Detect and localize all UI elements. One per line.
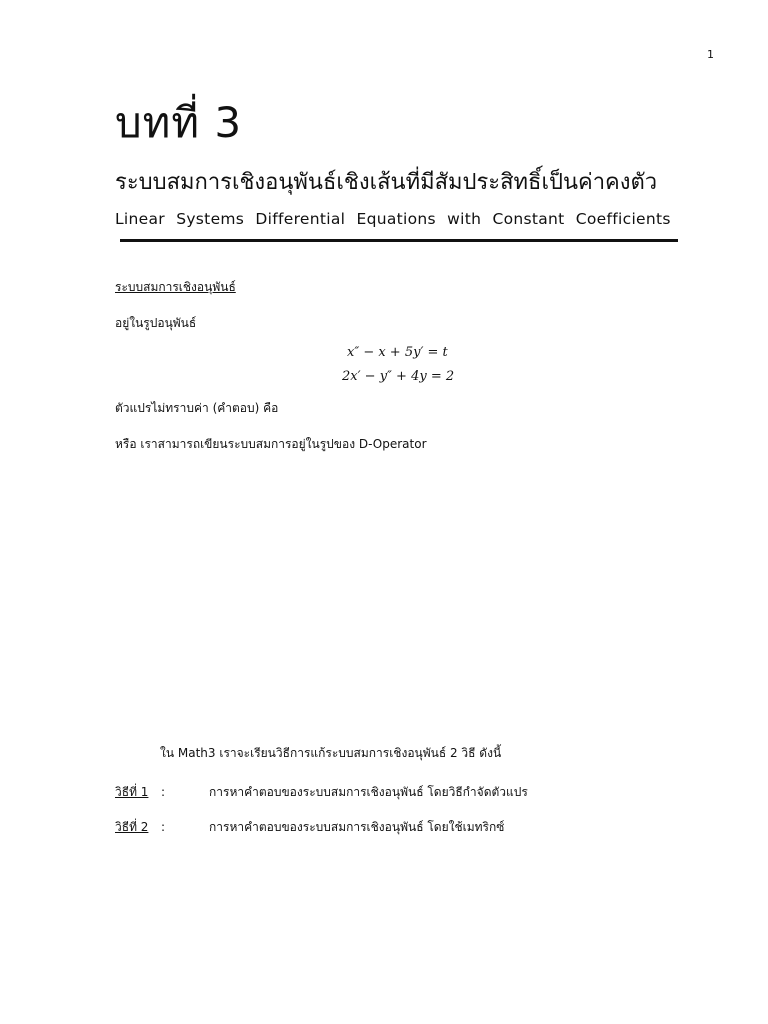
- equation-1: x″ − x + 5y′ = t: [347, 345, 448, 360]
- equation-2: 2x′ − y″ + 4y = 2: [342, 369, 455, 384]
- chapter-subtitle-thai: ระบบสมการเชิงอนุพันธ์เชิงเส้นที่มีสัมประสิทธิ์เป็นค่าคงตัว: [115, 170, 658, 195]
- method-label: วิธีที่ 2: [115, 820, 149, 834]
- page-number: 1: [707, 48, 714, 61]
- method-description: การหาคำตอบของระบบสมการเชิงอนุพันธ์ โดยวิธีกำจัดตัวแปร: [209, 785, 528, 799]
- unknowns-text: ตัวแปรไม่ทราบค่า (คำตอบ) คือ: [115, 401, 279, 415]
- chapter-subtitle-english: Linear Systems Differential Equations with Constant Coefficients: [115, 210, 671, 228]
- method-colon: :: [161, 785, 166, 799]
- d-operator-text: หรือ เราสามารถเขียนระบบสมการอยู่ในรูปของ D-Operator: [115, 437, 427, 451]
- title-divider: [120, 239, 678, 242]
- method-label: วิธีที่ 1: [115, 785, 149, 799]
- method-description: การหาคำตอบของระบบสมการเชิงอนุพันธ์ โดยใช้เมทริกซ์: [209, 820, 505, 834]
- method-colon: :: [161, 820, 166, 834]
- derivative-form-text: อยู่ในรูปอนุพันธ์: [115, 316, 197, 330]
- section-heading: ระบบสมการเชิงอนุพันธ์: [115, 280, 236, 294]
- methods-intro: ใน Math3 เราจะเรียนวิธีการแก้ระบบสมการเชิงอนุพันธ์ 2 วิธี ดังนี้: [160, 746, 502, 760]
- chapter-title: บทที่ 3: [115, 98, 243, 147]
